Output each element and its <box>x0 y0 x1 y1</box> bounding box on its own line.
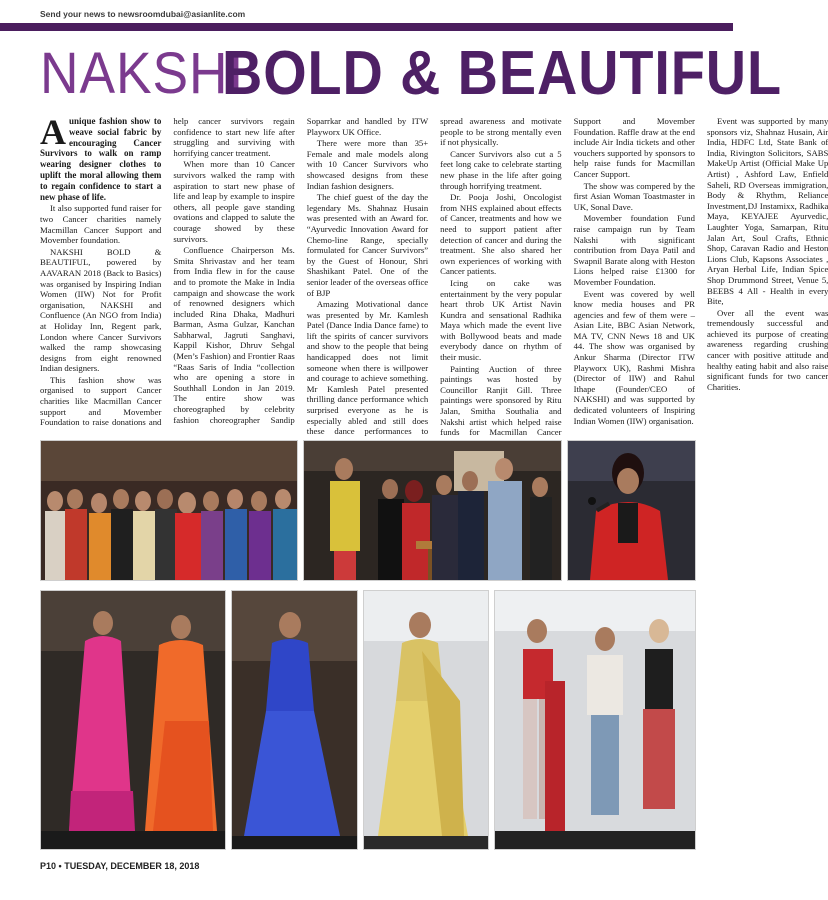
article-body <box>40 112 828 438</box>
photo-speaker-microphone <box>567 440 696 581</box>
article-paragraph: Over all the event was tremendously successful and achieved its purpose of creating awareness regarding crushing cancer with positive attitude and healthy eating habit and also raise significant funds for two cancer Charities. <box>706 307 828 392</box>
contact-line: Send your news to newsroomdubai@asianlite.com <box>40 9 246 19</box>
drop-cap: A <box>40 112 66 152</box>
article-paragraph: It also supported fund raiser for two Cancer charities namely Macmillan Cancer Support and Movember foundation. <box>40 203 162 246</box>
article-paragraph: There were more than 35+ Female and male models along with 10 Cancer Survivors who showcased designs from these Indian fashion designers. <box>306 138 429 191</box>
photo-model-gold-lehenga <box>363 590 489 850</box>
article-paragraph: Amazing Motivational dance was presented by Mr. Kamlesh Patel (Dance India Dance fame) to lift the spirits of cancer survivors and show to the people that being handicapped does not limit someone when there is willpower and courage to achieve something. Mr Kamlesh Patel presented thrilling dance performance which surprised everyone as he is especially abled and still does these dance performances to spread awareness and motivate people to be strong mentally even if not physically. <box>306 116 562 437</box>
headline-light: NAKSHI <box>40 41 245 106</box>
page-footer <box>40 861 199 871</box>
page-number: P10 <box>40 861 57 871</box>
article-paragraph: NAKSHI BOLD & BEAUTIFUL, powered by AAVARAN 2018 (Back to Basics) was organised by Inspiring Indian Women (IIW) Not for Profit organisation, NAKSHI and Confluence (An NGO from India) at Holiday Inn, Regent park, London where Cancer Survivors walked the ramp showcasing designs from eight renowned Indian designers. <box>40 246 162 374</box>
article-paragraph: Event was covered by well know media houses and PR agencies and few of them were – Asian Lite, BBC Asian Network, MA TV, CNN News 18 and UK 44. The show was organised by Ankur Sharma (Director ITW Playworx UK), Rashmi Mishra (Director of IIW) and Rahul Ithape (Founder/CEO of NAKSHI) and was supported by dedicated volunteers of Inspiring Indian Women (IIW) organisation. <box>573 288 695 426</box>
article-paragraph: The chief guest of the day the legendary Ms. Shahnaz Husain was presented with an Award for. “Ayurvedic Innovation Award for Chemo-line Range, specially formulated for Cancer Survivors” by the Guest of Honour, Shri Shashikant Patel. One of the senior leader of the overseas office of BJP <box>306 192 429 298</box>
lead-text: unique fashion show to weave social fabric by encouraging Cancer Survivors to walk on ramp wearing designer clothes to uplift the moral allowing them to regain confidence to start a new phase of life. <box>40 116 162 202</box>
article-paragraph: Dr. Pooja Joshi, Oncologist from NHS explained about effects of Cancer, treatments and how we need to support patient after detection of cancer and during the treatment. She also shared her own experiences of working with Cancer patients. <box>440 192 562 277</box>
article-paragraph: Icing on cake was entertainment by the very popular heart throb UK Artist Navin Kundra and sensational Radhika Maya which made the event live with Bollywood beats and made everybody dance on rhythm of their music. <box>440 277 562 363</box>
headline-bold: BOLD & BEAUTIFUL <box>222 39 782 108</box>
article-paragraph: Movember foundation Fund raise campaign run by Team Nakshi with significant contribution from Daya Patil and Swapnil Barate along with Heston Lions helped raise £1300 for Movember Foundation. <box>573 213 695 287</box>
article-paragraph: Confluence Chairperson Ms. Smita Shrivastav and her team from India flew in for the cause and to promote the Make in India campaign and showcase the work of renowned designers which included Rina Dhaka, Madhuri Barman, Asma Gulzar, Kanchan Sabharwal, Jagruti Sanghavi, Kappil Kishor, Dhruv Sehgal (Men’s Fashion) and Frontier Raas “Raas Saris of India “collection who are opening a store in Southhall London in Jan 2019. The entire show was choreographed by celebrity fashion choreographer Sandip Soparrkar and handled by ITW Playworx UK Office. <box>173 116 429 425</box>
article-paragraph: The show was compered by the first Asian Woman Toastmaster in UK, Sonal Dave. <box>573 180 695 212</box>
article-paragraph: Event was supported by many sponsors viz, Shahnaz Husain, Air India, HDFC Ltd, State Bank of India, Rivington Solicitors, SABS MakeUp Artist (Official Make Up Artist) , Ashford Law, Enfield Saheli, RD Overseas immigration, Body & Rhythm, Reliance Investment,DJ Instamixx, Radhika Maya, KEYAJEE Ayurvedic, Laughter Yoga, Samarpan, Ritu Jalan Art, Soul Crafts, Ethnic Shop, Caravan Radio and Heston Lions Club, Kapsons Associates , Aryan Herbal Life, Indian Spice Shop Drummond Street, Venue 5, BEEBS 4 All - Health in every Bite, <box>706 116 828 307</box>
article-lead <box>40 112 162 202</box>
photo-three-models-western <box>494 590 696 850</box>
photo-model-pink-saree <box>40 590 226 850</box>
top-rule <box>0 23 733 31</box>
article-paragraph: This fashion show was organised to support Cancer charities like Macmillan Cancer support and Movember Foundation to raise donations and help cancer survivors regain confidence to start new life after struggling and surviving with horrifying cancer treatment. <box>40 116 295 428</box>
issue-date: TUESDAY, DECEMBER 18, 2018 <box>64 861 200 871</box>
footer-separator: • <box>58 861 62 871</box>
photo-model-blue-gown <box>231 590 358 850</box>
photo-award-ceremony <box>303 440 562 581</box>
article-paragraph: Cancer Survivors also cut a 5 feet long cake to celebrate starting new phase in the life after going through horrifying treatment. <box>440 148 562 191</box>
photo-group-cancer-survivors <box>40 440 298 581</box>
article-paragraph: Painting Auction of three paintings was hosted by Councillor Ranjit Gill. Three paintings were sponsored by Ritu Jalan, Smitha Southalia and Nakshi artist which helped raise funds for Macmillan Cancer Support and Movember Foundation. Raffle draw at the end include Air India tickets and other vouchers supported by sponsors to help raise funds for Macmillan Cancer Support. <box>440 116 695 438</box>
headline <box>40 38 782 110</box>
article-paragraph: When more than 10 Cancer survivors walked the ramp with aspiration to start new phase of life and leap by example to inspire others, all people gave standing ovations and clapped to salute the courage showed by these survivors. <box>173 159 295 244</box>
